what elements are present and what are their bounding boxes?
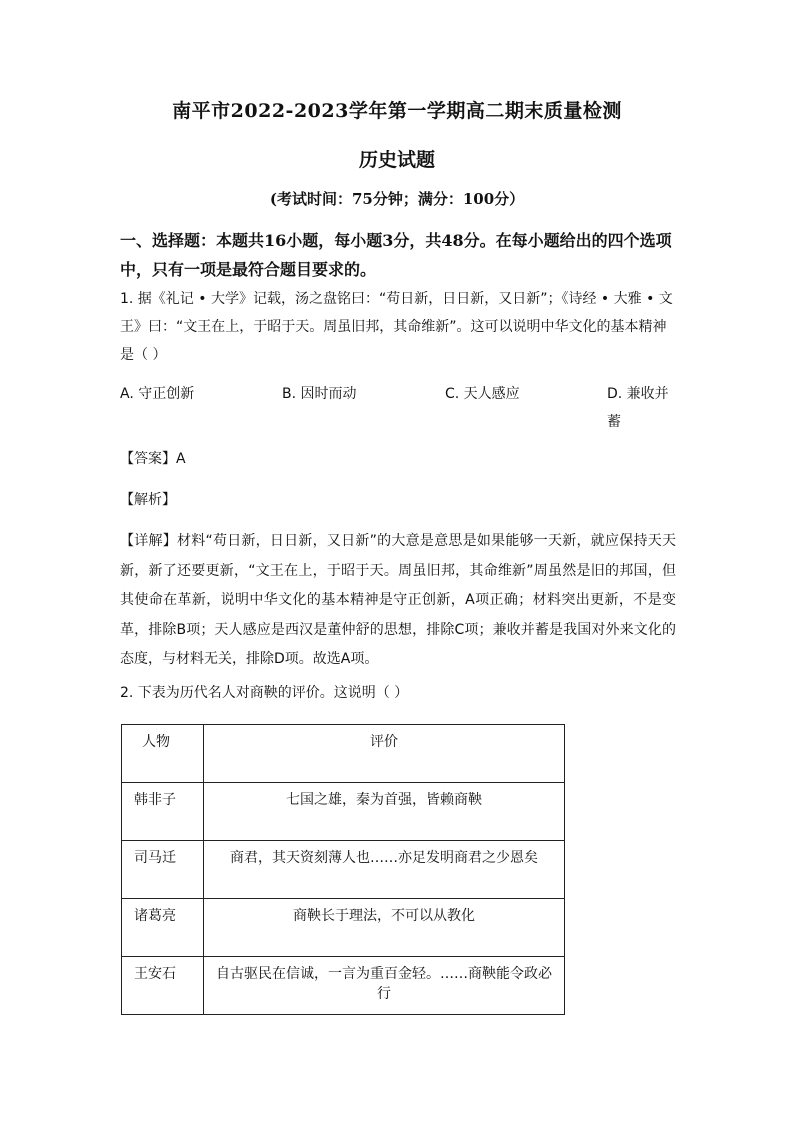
table-row	[122, 957, 565, 1015]
cell-evaluation: 商君，其天资刻薄人也……亦足发明商君之少恩矣	[204, 841, 565, 899]
exam-info: (考试时间：75分钟；满分：100分）	[269, 190, 525, 208]
cell-evaluation: 商鞅长于理法，不可以从教化	[204, 899, 565, 957]
option-b: B. 因时而动	[282, 386, 357, 402]
option-c: C. 天人感应	[445, 386, 520, 402]
subject-title: 历史试题	[358, 149, 435, 171]
cell-person: 诸葛亮	[122, 899, 204, 957]
table-row	[122, 899, 565, 957]
table-row	[122, 783, 565, 841]
option-d: D. 兼收并蓄	[607, 386, 669, 430]
question-2-stem: 2. 下表为历代名人对商鞅的评价。这说明（ ）	[120, 685, 409, 701]
section-heading: 一、选择题：本题共16小题，每小题3分，共48分。在每小题给出的四个选项中，只有一项是最符合题目要求的。	[120, 231, 672, 279]
cell-person: 司马迁	[122, 841, 204, 899]
analysis-label: 【解析】	[120, 492, 176, 508]
option-a: A. 守正创新	[120, 386, 195, 402]
question-1-options	[120, 380, 680, 436]
cell-evaluation: 七国之雄，秦为首强，皆赖商鞅	[204, 783, 565, 841]
answer-label: 【答案】A	[120, 451, 186, 467]
table-header-row	[122, 725, 565, 783]
question-1-stem: 1. 据《礼记 • 大学》记载，汤之盘铭曰：“苟日新，日日新，又日新”；《诗经 • 大雅 • 文王》曰：“文王在上，于昭于天。周虽旧邦，其命维新”。这可以说明中华文化的基本精神是（ ）	[120, 291, 673, 363]
cell-person: 韩非子	[122, 783, 204, 841]
header-evaluation: 评价	[204, 725, 565, 783]
cell-evaluation: 自古驱民在信诚，一言为重百金轻。……商鞅能令政必行	[204, 957, 565, 1015]
evaluation-table	[121, 724, 565, 1015]
header-person: 人物	[122, 725, 204, 783]
cell-person: 王安石	[122, 957, 204, 1015]
detail-explanation: 【详解】材料“苟日新，日日新，又日新”的大意是意思是如果能够一天新，就应保持天天新，新了还要更新，“文王在上，于昭于天。周虽旧邦，其命维新”周虽然是旧的邦国，但其使命在革新，说明中华文化的基本精神是守正创新，A项正确；材料突出更新，不是变革，排除B项；天人感应是西汉是董仲舒的思想，排除C项；兼收并蓄是我国对外来文化的态度，与材料无关，排除D项。故选A项。	[120, 533, 676, 667]
exam-title: 南平市2022-2023学年第一学期高二期末质量检测	[172, 100, 622, 122]
table-row	[122, 841, 565, 899]
